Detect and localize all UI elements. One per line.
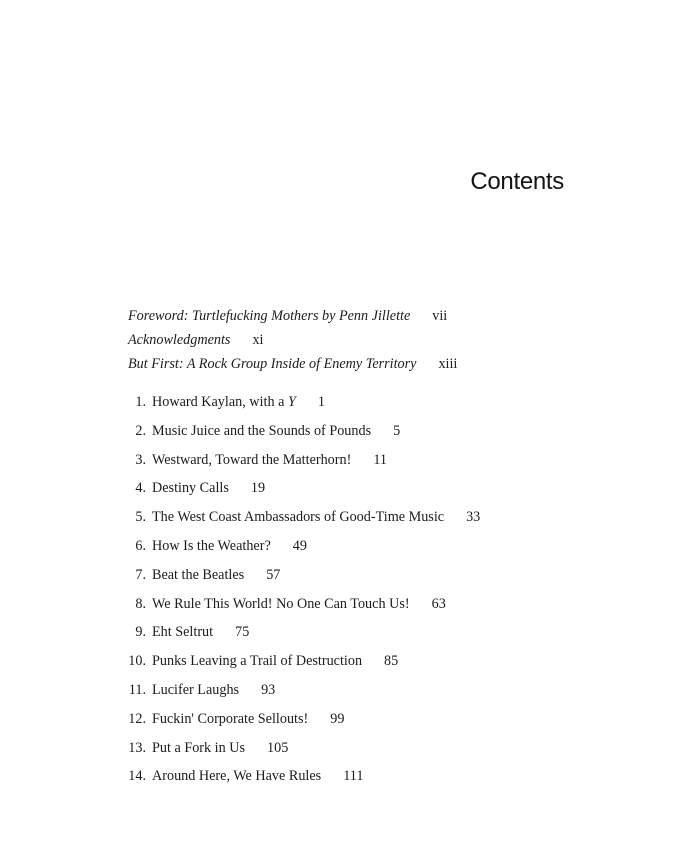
chapter-entry bbox=[124, 532, 480, 561]
entry-page-number: vii bbox=[432, 308, 448, 324]
chapter-entry bbox=[124, 676, 480, 705]
chapter-page-number: 33 bbox=[466, 509, 481, 526]
chapter-page-number: 11 bbox=[373, 451, 387, 468]
chapter-title: Beat the Beatles bbox=[152, 566, 245, 583]
chapter-title: Howard Kaylan, with a bbox=[152, 394, 288, 410]
chapter-entry bbox=[124, 618, 480, 647]
chapter-title: Punks Leaving a Trail of Destruction bbox=[152, 653, 363, 670]
chapter-entry bbox=[124, 762, 480, 791]
chapter-page-number: 99 bbox=[330, 710, 345, 727]
chapter-entry bbox=[124, 388, 480, 417]
chapter-page-number: 93 bbox=[261, 681, 276, 698]
chapter-page-number: 75 bbox=[235, 624, 250, 641]
chapter-title: Destiny Calls bbox=[152, 480, 229, 497]
chapter-entry bbox=[124, 705, 480, 734]
chapter-number: 10. bbox=[128, 653, 146, 670]
front-matter-list bbox=[128, 304, 457, 376]
chapter-number: 3. bbox=[135, 451, 146, 468]
chapter-number: 9. bbox=[135, 624, 146, 641]
entry-page-number: xi bbox=[252, 332, 264, 348]
entry-title: Acknowledgments bbox=[128, 332, 231, 348]
chapter-list bbox=[124, 388, 480, 791]
chapter-title: Around Here, We Have Rules bbox=[152, 768, 322, 785]
chapter-page-number: 1 bbox=[317, 394, 325, 410]
chapter-title: Fuckin' Corporate Sellouts! bbox=[152, 710, 309, 727]
chapter-number: 1. bbox=[135, 394, 146, 410]
chapter-title: How Is the Weather? bbox=[152, 537, 271, 554]
chapter-entry bbox=[124, 647, 480, 676]
chapter-page-number: 5 bbox=[393, 422, 401, 439]
chapter-number: 7. bbox=[135, 566, 146, 583]
chapter-number: 5. bbox=[135, 509, 146, 526]
chapter-entry bbox=[124, 561, 480, 590]
chapter-entry bbox=[124, 446, 480, 475]
front-matter-entry bbox=[128, 328, 457, 352]
front-matter-entry bbox=[128, 352, 457, 376]
chapter-number: 12. bbox=[128, 710, 146, 727]
chapter-entry bbox=[124, 590, 480, 619]
chapter-title: Put a Fork in Us bbox=[152, 739, 246, 756]
chapter-page-number: 111 bbox=[343, 768, 364, 785]
chapter-number: 6. bbox=[135, 537, 146, 554]
chapter-entry bbox=[124, 734, 480, 763]
chapter-title: Eht Seltrut bbox=[152, 624, 214, 641]
page-title: Contents bbox=[470, 168, 564, 195]
front-matter-entry bbox=[128, 304, 457, 328]
chapter-title: The West Coast Ambassadors of Good-Time Music bbox=[152, 509, 445, 526]
chapter-title: Lucifer Laughs bbox=[152, 681, 240, 698]
chapter-title: Westward, Toward the Matterhorn! bbox=[152, 451, 352, 468]
chapter-title: Music Juice and the Sounds of Pounds bbox=[152, 422, 372, 439]
chapter-page-number: 49 bbox=[292, 537, 307, 554]
chapter-number: 11. bbox=[128, 681, 146, 698]
chapter-entry bbox=[124, 474, 480, 503]
chapter-number: 14. bbox=[128, 768, 146, 785]
chapter-page-number: 85 bbox=[384, 653, 399, 670]
chapter-page-number: 105 bbox=[267, 739, 289, 756]
chapter-number: 2. bbox=[135, 422, 146, 439]
entry-page-number: xiii bbox=[438, 356, 458, 372]
chapter-title: We Rule This World! No One Can Touch Us! bbox=[152, 595, 410, 612]
chapter-number: 4. bbox=[135, 480, 146, 497]
chapter-number: 13. bbox=[128, 739, 146, 756]
chapter-title-italic: Y bbox=[287, 394, 296, 410]
entry-title: Foreword: Turtlefucking Mothers by Penn Jillette bbox=[128, 308, 411, 324]
chapter-page-number: 63 bbox=[431, 595, 446, 612]
entry-title: But First: A Rock Group Inside of Enemy Territory bbox=[128, 356, 417, 372]
chapter-page-number: 19 bbox=[250, 480, 266, 497]
chapter-number: 8. bbox=[135, 595, 146, 612]
chapter-page-number: 57 bbox=[266, 566, 281, 583]
chapter-entry bbox=[124, 417, 480, 446]
chapter-entry bbox=[124, 503, 480, 532]
